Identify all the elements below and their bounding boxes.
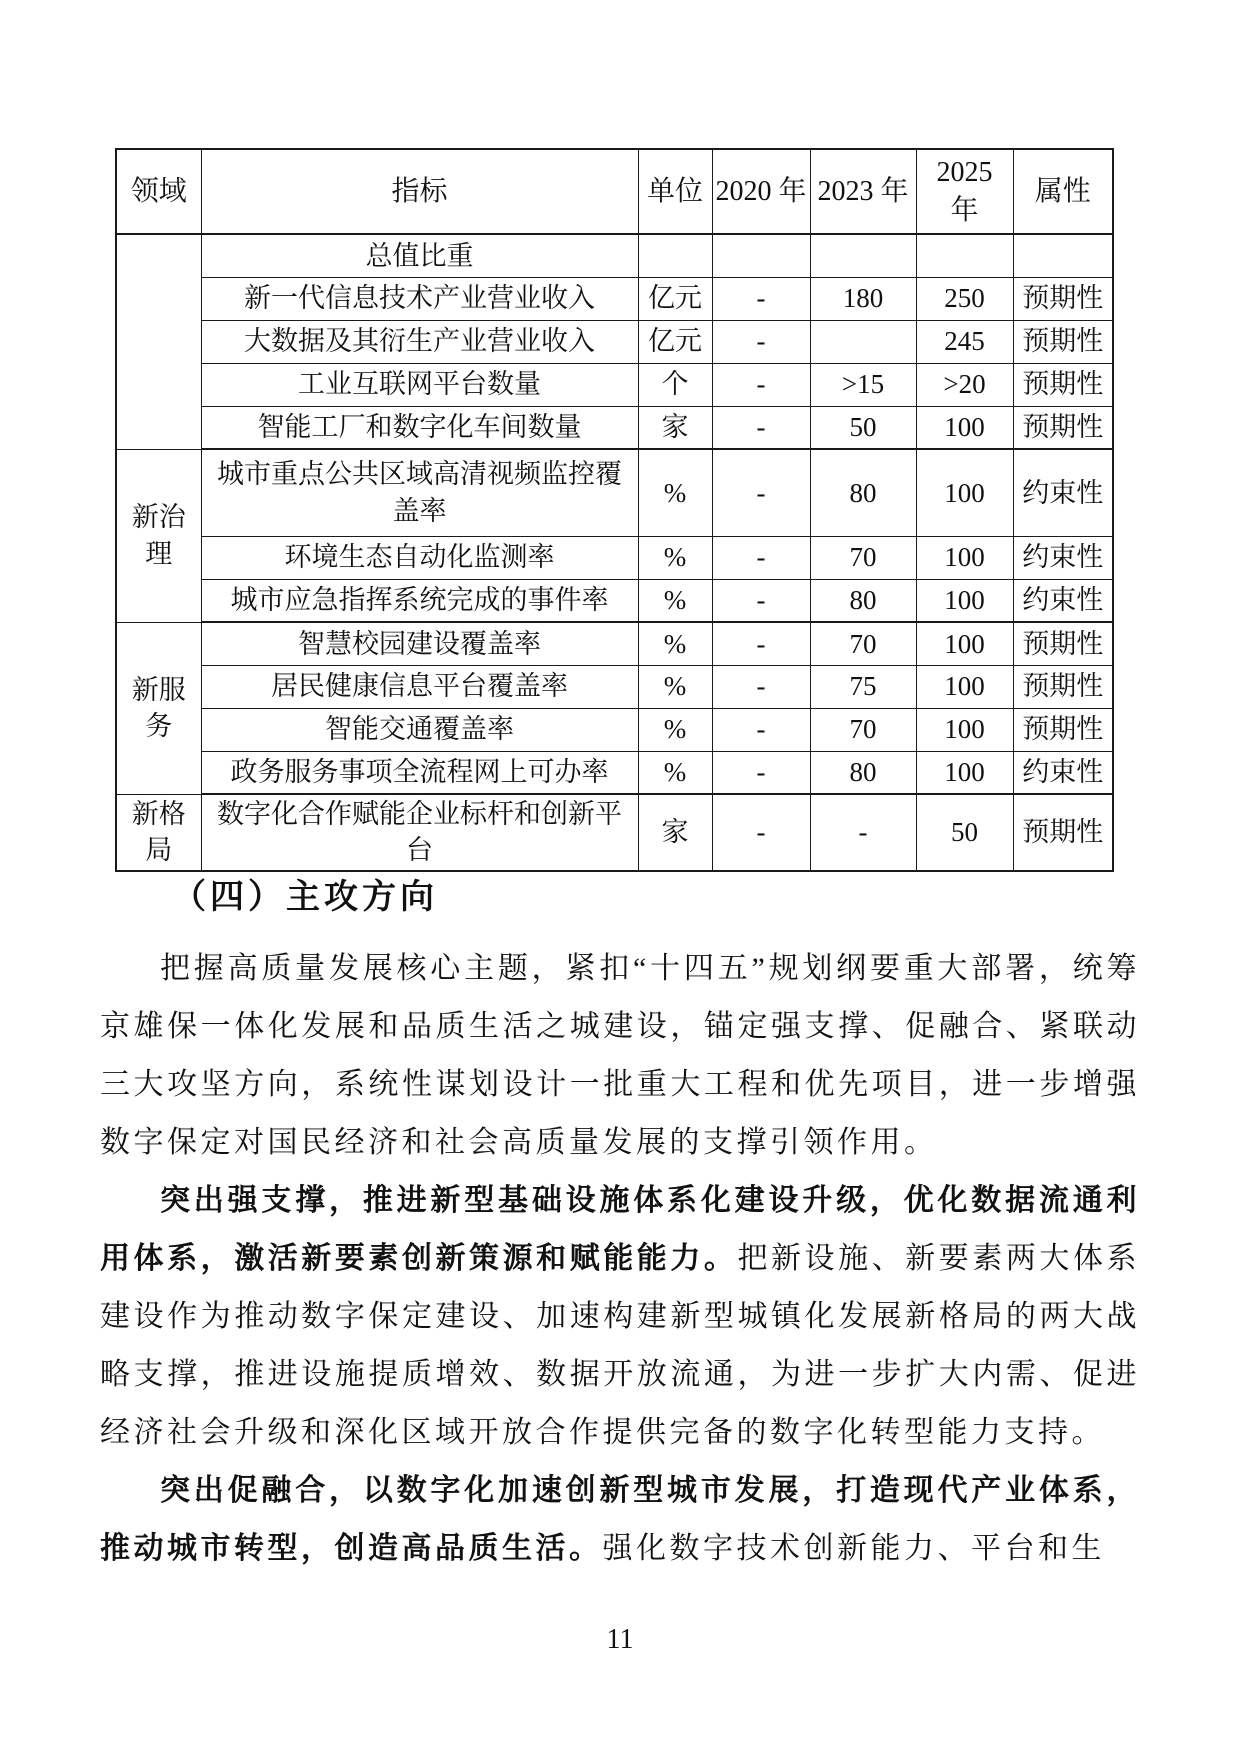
table-header-row — [116, 149, 1113, 234]
cell-domain-services: 新服务 — [116, 622, 201, 794]
cell-2025: >20 — [916, 363, 1013, 406]
header-indicator: 指标 — [201, 149, 638, 234]
cell-2020: - — [712, 579, 810, 622]
cell-2025: 100 — [916, 622, 1013, 665]
body-text-section — [100, 872, 1140, 1578]
cell-indicator: 数字化合作赋能企业标杆和创新平台 — [201, 794, 638, 871]
cell-attr: 约束性 — [1013, 579, 1113, 622]
cell-2020: - — [712, 320, 810, 363]
cell-2023: 75 — [810, 665, 916, 708]
cell-unit: 家 — [638, 794, 712, 871]
emphasis-text: 突出促融合，以数字化加速创新型城市发展，打造现代产业体系，推动城市转型，创造高品质生活。 — [100, 1474, 1140, 1565]
cell-unit: % — [638, 449, 712, 536]
cell-unit: 个 — [638, 363, 712, 406]
cell-2020: - — [712, 536, 810, 579]
paragraph-1-text: 把握高质量发展核心主题，紧扣“十四五”规划纲要重大部署，统筹京雄保一体化发展和品质生活之城建设，锚定强支撑、促融合、紧联动三大攻坚方向，系统性谋划设计一批重大工程和优先项目，进一步增强数字保定对国民经济和社会高质量发展的支撑引领作用。 — [100, 952, 1140, 1159]
cell-unit: % — [638, 536, 712, 579]
table-row — [116, 708, 1113, 751]
table-row — [116, 277, 1113, 320]
page-number: 11 — [606, 1624, 634, 1655]
cell-attr: 预期性 — [1013, 277, 1113, 320]
paragraph-3 — [100, 1462, 1140, 1578]
paragraph-2-text: 把新设施、新要素两大体系建设作为推动数字保定建设、加速构建新型城镇化发展新格局的两大战略支撑，推进设施提质增效、数据开放流通，为进一步扩大内需、促进经济社会升级和深化区域开放合作提供完备的数字化转型能力支持。 — [100, 1242, 1141, 1449]
cell-indicator: 总值比重 — [201, 234, 638, 277]
cell-2025 — [916, 234, 1013, 277]
table-row — [116, 449, 1113, 536]
table-row — [116, 536, 1113, 579]
header-attr: 属性 — [1013, 149, 1113, 234]
cell-indicator: 智慧校园建设覆盖率 — [201, 622, 638, 665]
cell-2023: 80 — [810, 449, 916, 536]
cell-indicator: 新一代信息技术产业营业收入 — [201, 277, 638, 320]
cell-unit: % — [638, 622, 712, 665]
cell-attr: 预期性 — [1013, 320, 1113, 363]
table-row — [116, 234, 1113, 277]
table-row — [116, 622, 1113, 665]
cell-2025: 245 — [916, 320, 1013, 363]
cell-indicator: 工业互联网平台数量 — [201, 363, 638, 406]
cell-attr — [1013, 234, 1113, 277]
cell-2020: - — [712, 622, 810, 665]
paragraph-1 — [100, 940, 1140, 1172]
cell-2023: 80 — [810, 579, 916, 622]
table-row — [116, 406, 1113, 449]
cell-2020: - — [712, 363, 810, 406]
cell-domain-blank — [116, 234, 201, 449]
cell-2020: - — [712, 449, 810, 536]
cell-2023 — [810, 234, 916, 277]
cell-unit: 家 — [638, 406, 712, 449]
cell-unit: % — [638, 665, 712, 708]
cell-2020: - — [712, 751, 810, 794]
cell-attr: 预期性 — [1013, 794, 1113, 871]
cell-2025: 100 — [916, 579, 1013, 622]
cell-attr: 预期性 — [1013, 363, 1113, 406]
header-unit: 单位 — [638, 149, 712, 234]
cell-2023: 50 — [810, 406, 916, 449]
cell-indicator: 智能工厂和数字化车间数量 — [201, 406, 638, 449]
cell-domain-pattern: 新格局 — [116, 794, 201, 871]
emphasis-text: 突出强支撑，推进新型基础设施体系化建设升级，优化数据流通利用体系，激活新要素创新策源和赋能能力。 — [100, 1184, 1140, 1275]
cell-indicator: 智能交通覆盖率 — [201, 708, 638, 751]
cell-2020 — [712, 234, 810, 277]
cell-2023: 70 — [810, 622, 916, 665]
cell-attr: 预期性 — [1013, 665, 1113, 708]
table-row — [116, 665, 1113, 708]
section-heading: （四）主攻方向 — [172, 879, 438, 916]
cell-indicator: 大数据及其衍生产业营业收入 — [201, 320, 638, 363]
cell-attr: 预期性 — [1013, 622, 1113, 665]
cell-2025: 50 — [916, 794, 1013, 871]
table-row — [116, 794, 1113, 871]
cell-2023: 80 — [810, 751, 916, 794]
cell-unit: 亿元 — [638, 277, 712, 320]
table-row — [116, 751, 1113, 794]
cell-2025: 100 — [916, 449, 1013, 536]
indicators-table-container — [115, 148, 1114, 872]
cell-2020: - — [712, 406, 810, 449]
cell-2020: - — [712, 277, 810, 320]
cell-2025: 100 — [916, 708, 1013, 751]
cell-attr: 约束性 — [1013, 449, 1113, 536]
header-2023: 2023 年 — [810, 149, 916, 234]
cell-2023: 180 — [810, 277, 916, 320]
cell-indicator: 城市应急指挥系统完成的事件率 — [201, 579, 638, 622]
cell-2023: - — [810, 794, 916, 871]
header-domain: 领域 — [116, 149, 201, 234]
cell-2025: 250 — [916, 277, 1013, 320]
cell-2020: - — [712, 794, 810, 871]
cell-unit: % — [638, 708, 712, 751]
paragraph-2 — [100, 1172, 1140, 1462]
table-row — [116, 579, 1113, 622]
cell-attr: 约束性 — [1013, 536, 1113, 579]
cell-2025: 100 — [916, 536, 1013, 579]
cell-2023: 70 — [810, 708, 916, 751]
cell-indicator: 政务服务事项全流程网上可办率 — [201, 751, 638, 794]
header-2020: 2020 年 — [712, 149, 810, 234]
cell-2023: >15 — [810, 363, 916, 406]
cell-domain-governance: 新治理 — [116, 449, 201, 622]
cell-2023: 70 — [810, 536, 916, 579]
cell-2020: - — [712, 708, 810, 751]
cell-attr: 预期性 — [1013, 708, 1113, 751]
table-row — [116, 320, 1113, 363]
indicators-table — [115, 148, 1114, 872]
cell-indicator: 城市重点公共区域高清视频监控覆盖率 — [201, 449, 638, 536]
cell-2025: 100 — [916, 751, 1013, 794]
cell-unit — [638, 234, 712, 277]
cell-2020: - — [712, 665, 810, 708]
paragraph-3-text: 强化数字技术创新能力、平台和生 — [602, 1532, 1105, 1565]
cell-attr: 预期性 — [1013, 406, 1113, 449]
header-2025: 2025 年 — [916, 149, 1013, 234]
cell-indicator: 居民健康信息平台覆盖率 — [201, 665, 638, 708]
cell-unit: % — [638, 579, 712, 622]
cell-unit: 亿元 — [638, 320, 712, 363]
table-row — [116, 363, 1113, 406]
cell-2023 — [810, 320, 916, 363]
cell-attr: 约束性 — [1013, 751, 1113, 794]
cell-2025: 100 — [916, 406, 1013, 449]
cell-indicator: 环境生态自动化监测率 — [201, 536, 638, 579]
cell-unit: % — [638, 751, 712, 794]
cell-2025: 100 — [916, 665, 1013, 708]
